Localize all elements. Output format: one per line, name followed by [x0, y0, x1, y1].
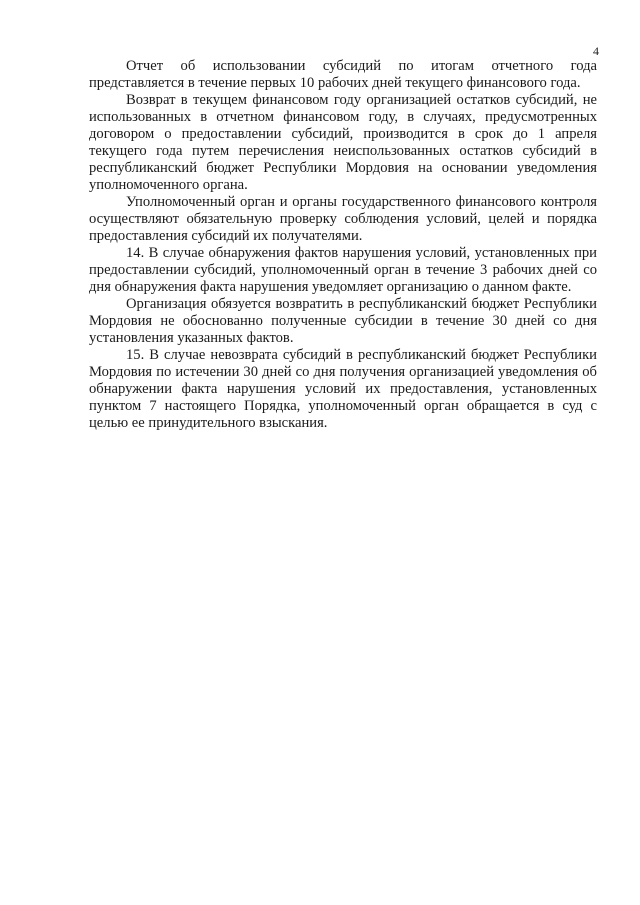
- paragraph-control: Уполномоченный орган и органы государственного финансового контроля осуществляют обязательную проверку соблюдения условий, целей и порядка предоставления субсидий их получателями.: [89, 194, 597, 244]
- paragraph-item-14: 14. В случае обнаружения фактов нарушения условий, установленных при предоставлении субсидий, уполномоченный орган в течение 3 рабочих дней со дня обнаружения факта нарушения уведомляет организацию о данном факте.: [89, 245, 597, 295]
- document-body: [89, 58, 597, 432]
- paragraph-refund-remainder: Возврат в текущем финансовом году организацией остатков субсидий, не использованных в отчетном финансовом году, в случаях, предусмотренных договором о предоставлении субсидий, производится в срок до 1 апреля текущего года путем перечисления неиспользованных остатков субсидий в республиканский бюджет Республики Мордовия на основании уведомления уполномоченного органа.: [89, 92, 597, 193]
- paragraph-return-obligation: Организация обязуется возвратить в республиканский бюджет Республики Мордовия не обоснованно полученные субсидии в течение 30 дней со дня установления указанных фактов.: [89, 296, 597, 346]
- paragraph-item-15: 15. В случае невозврата субсидий в республиканский бюджет Республики Мордовия по истечении 30 дней со дня получения организацией уведомления об обнаружении факта нарушения условий их предоставления, установленных пунктом 7 настоящего Порядка, уполномоченный орган обращается в суд с целью ее принудительного взыскания.: [89, 347, 597, 431]
- paragraph-report: Отчет об использовании субсидий по итогам отчетного года представляется в течение первых 10 рабочих дней текущего финансового года.: [89, 58, 597, 91]
- page-number: 4: [593, 44, 599, 58]
